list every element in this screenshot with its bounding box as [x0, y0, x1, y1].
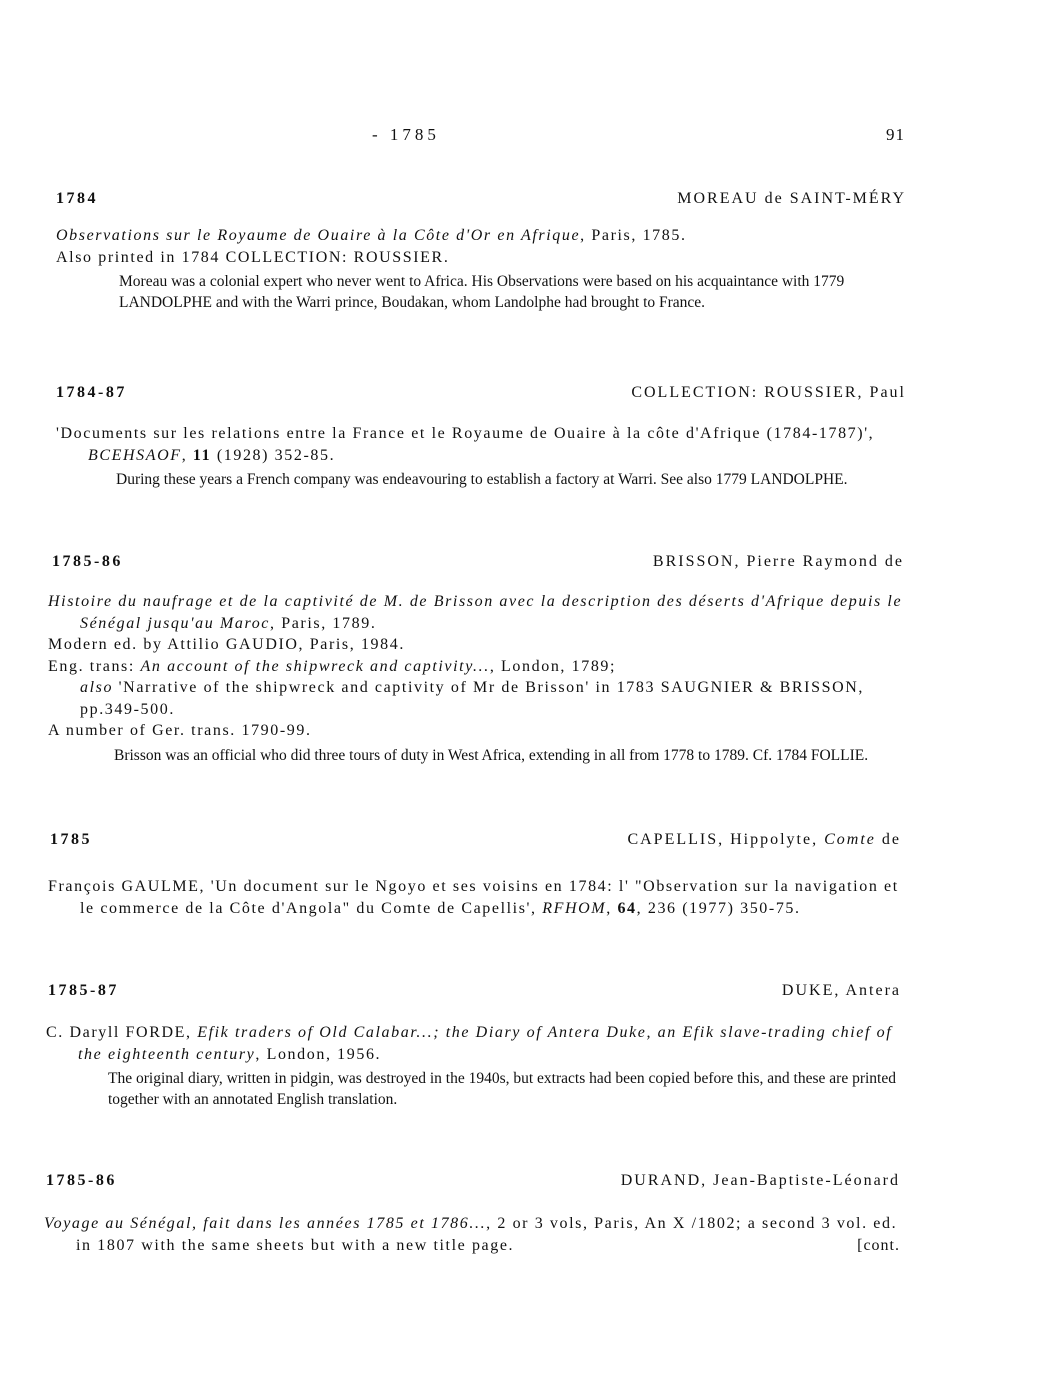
entry [0, 553, 1056, 766]
entry-date: 1785-87 [48, 982, 119, 999]
entry-citation: 'Documents sur les relations entre la France et le Royaume de Ouaire à la côte d'Afrique (1784-1787)', BCEHSAOF, 11 (1928) 352-85. [56, 425, 875, 464]
running-head-chapter: - 1785 [372, 125, 440, 144]
entry [0, 1172, 1056, 1256]
entry-date: 1784-87 [56, 384, 127, 401]
entry-date: 1785-86 [52, 553, 123, 570]
entry-date: 1785 [50, 831, 92, 848]
entry-author: BRISSON, Pierre Raymond de [652, 553, 904, 570]
entry-date: 1784 [56, 190, 98, 207]
entry [0, 831, 1056, 919]
entry-author: CAPELLIS, Hippolyte, Comte de [627, 831, 901, 848]
entry-citation: C. Daryll FORDE, Efik traders of Old Calabar...; the Diary of Antera Duke, an Efik slave-trading chief of the eighteenth century, London, 1956. [46, 1024, 893, 1063]
entry-note: The original diary, written in pidgin, was destroyed in the 1940s, but extracts had been copied before this, and these are printed together with an annotated English translation. [108, 1070, 896, 1108]
entry-note: Brisson was an official who did three tours of duty in West Africa, extending in all from 1778 to 1789. Cf. 1784 FOLLIE. [114, 746, 869, 764]
entry [0, 190, 1056, 313]
entry-citation: Voyage au Sénégal, fait dans les années 1785 et 1786..., 2 or 3 vols, Paris, An X /1802; a second 3 vol. ed. in 1807 with the same sheets but with a new title page. [cont. [44, 1213, 900, 1256]
entry-citation: François GAULME, 'Un document sur le Ngoyo et ses voisins en 1784: l' "Observation sur la navigation et le commerce de la Côte d'Angola" du Comte de Capellis', RFHOM, 64, 236 (1977) 350-75. [48, 878, 899, 917]
entry-note: During these years a French company was endeavouring to establish a factory at Warri. See also 1779 LANDOLPHE. [116, 471, 848, 488]
page-number: 91 [886, 125, 905, 144]
entry-citation: Histoire du naufrage et de la captivité de M. de Brisson avec la description des déserts d'Afrique depuis le Sénégal jusqu'au Maroc, Paris, 1789. Modern ed. by Attilio GAUDIO, Paris, 1984. Eng. trans: An account of the shipwreck and captivity..., London, 1789; also 'Narrative of the shipwreck and captivity of Mr de Brisson' in 1783 SAUGNIER & BRISSON, pp.349-500. A number of Ger. trans. 1790-99. [48, 593, 903, 739]
entry-author: COLLECTION: ROUSSIER, Paul [631, 384, 906, 401]
continued-marker: [cont. [857, 1236, 900, 1254]
entry-author: DUKE, Antera [781, 982, 901, 999]
entry [0, 982, 1056, 1110]
entry-author: MOREAU de SAINT-MÉRY [677, 190, 906, 207]
entry-author: DURAND, Jean-Baptiste-Léonard [620, 1172, 900, 1189]
entry [0, 384, 1056, 490]
entry-citation: Observations sur le Royaume de Ouaire à la Côte d'Or en Afrique, Paris, 1785. Also printed in 1784 COLLECTION: ROUSSIER. [56, 227, 687, 266]
entry-date: 1785-86 [46, 1172, 117, 1189]
entry-note: Moreau was a colonial expert who never went to Africa. His Observations were based on his acquaintance with 1779 LANDOLPHE and with the Warri prince, Boudakan, whom Landolphe had brought to France. [119, 273, 845, 311]
